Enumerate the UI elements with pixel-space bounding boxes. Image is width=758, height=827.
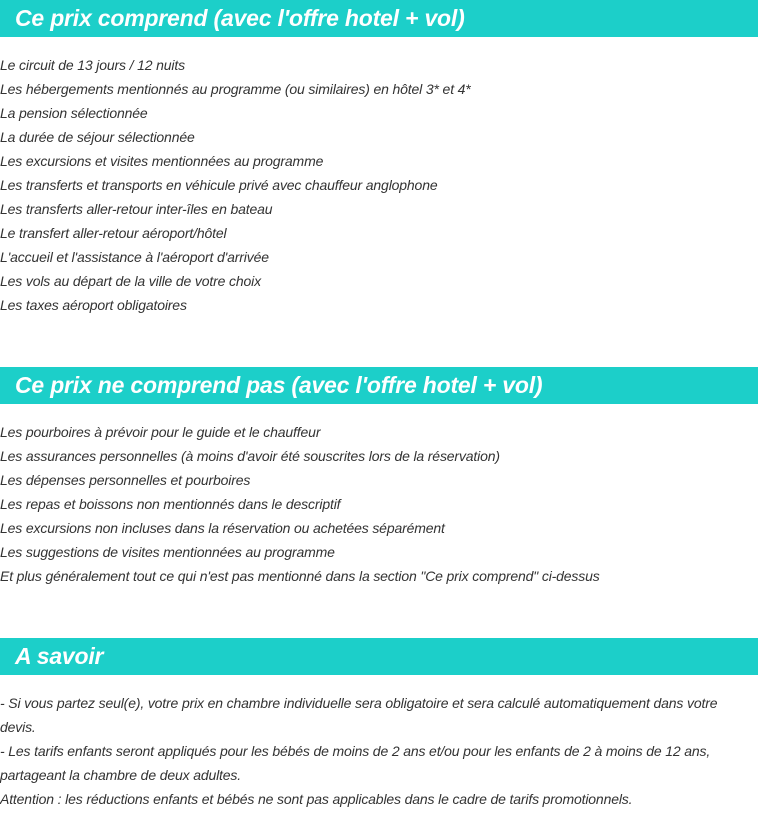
includes-section-title: Ce prix comprend (avec l'offre hotel + vol) — [15, 5, 465, 31]
list-item: Le circuit de 13 jours / 12 nuits — [0, 57, 185, 73]
list-item: Les transferts aller-retour inter-îles en bateau — [0, 201, 273, 217]
list-item: Le transfert aller-retour aéroport/hôtel — [0, 225, 227, 241]
excludes-section-title: Ce prix ne comprend pas (avec l'offre hotel + vol) — [15, 372, 543, 398]
list-item: Les excursions non incluses dans la réservation ou achetées séparément — [0, 520, 445, 536]
list-item: Les suggestions de visites mentionnées au programme — [0, 544, 335, 560]
list-item: La pension sélectionnée — [0, 105, 148, 121]
info-paragraph: - Les tarifs enfants seront appliqués pour les bébés de moins de 2 ans et/ou pour les enfants de 2 à moins de 12 ans, partageant la chambre de deux adultes. — [0, 743, 711, 783]
list-item: Et plus généralement tout ce qui n'est pas mentionné dans la section "Ce prix comprend" ci-dessus — [0, 568, 600, 584]
includes-section-header — [0, 0, 758, 37]
info-section-header — [0, 638, 758, 675]
list-item: Les hébergements mentionnés au programme (ou similaires) en hôtel 3* et 4* — [0, 81, 471, 97]
list-item: L'accueil et l'assistance à l'aéroport d'arrivée — [0, 249, 269, 265]
excludes-list — [0, 420, 758, 588]
list-item: Les transferts et transports en véhicule privé avec chauffeur anglophone — [0, 177, 438, 193]
includes-list — [0, 53, 758, 317]
info-paragraph: Attention : les réductions enfants et bébés ne sont pas applicables dans le cadre de tarifs promotionnels. — [0, 791, 633, 807]
info-section-title: A savoir — [15, 643, 104, 669]
list-item: Les pourboires à prévoir pour le guide et le chauffeur — [0, 424, 321, 440]
list-item: Les vols au départ de la ville de votre choix — [0, 273, 261, 289]
list-item: La durée de séjour sélectionnée — [0, 129, 195, 145]
info-paragraph: - Si vous partez seul(e), votre prix en chambre individuelle sera obligatoire et sera calculé automatiquement dans votre devis. — [0, 695, 718, 735]
info-notes — [0, 691, 755, 811]
list-item: Les assurances personnelles (à moins d'avoir été souscrites lors de la réservation) — [0, 448, 500, 464]
list-item: Les excursions et visites mentionnées au programme — [0, 153, 324, 169]
list-item: Les taxes aéroport obligatoires — [0, 297, 187, 313]
list-item: Les repas et boissons non mentionnés dans le descriptif — [0, 496, 341, 512]
excludes-section-header — [0, 367, 758, 404]
list-item: Les dépenses personnelles et pourboires — [0, 472, 251, 488]
